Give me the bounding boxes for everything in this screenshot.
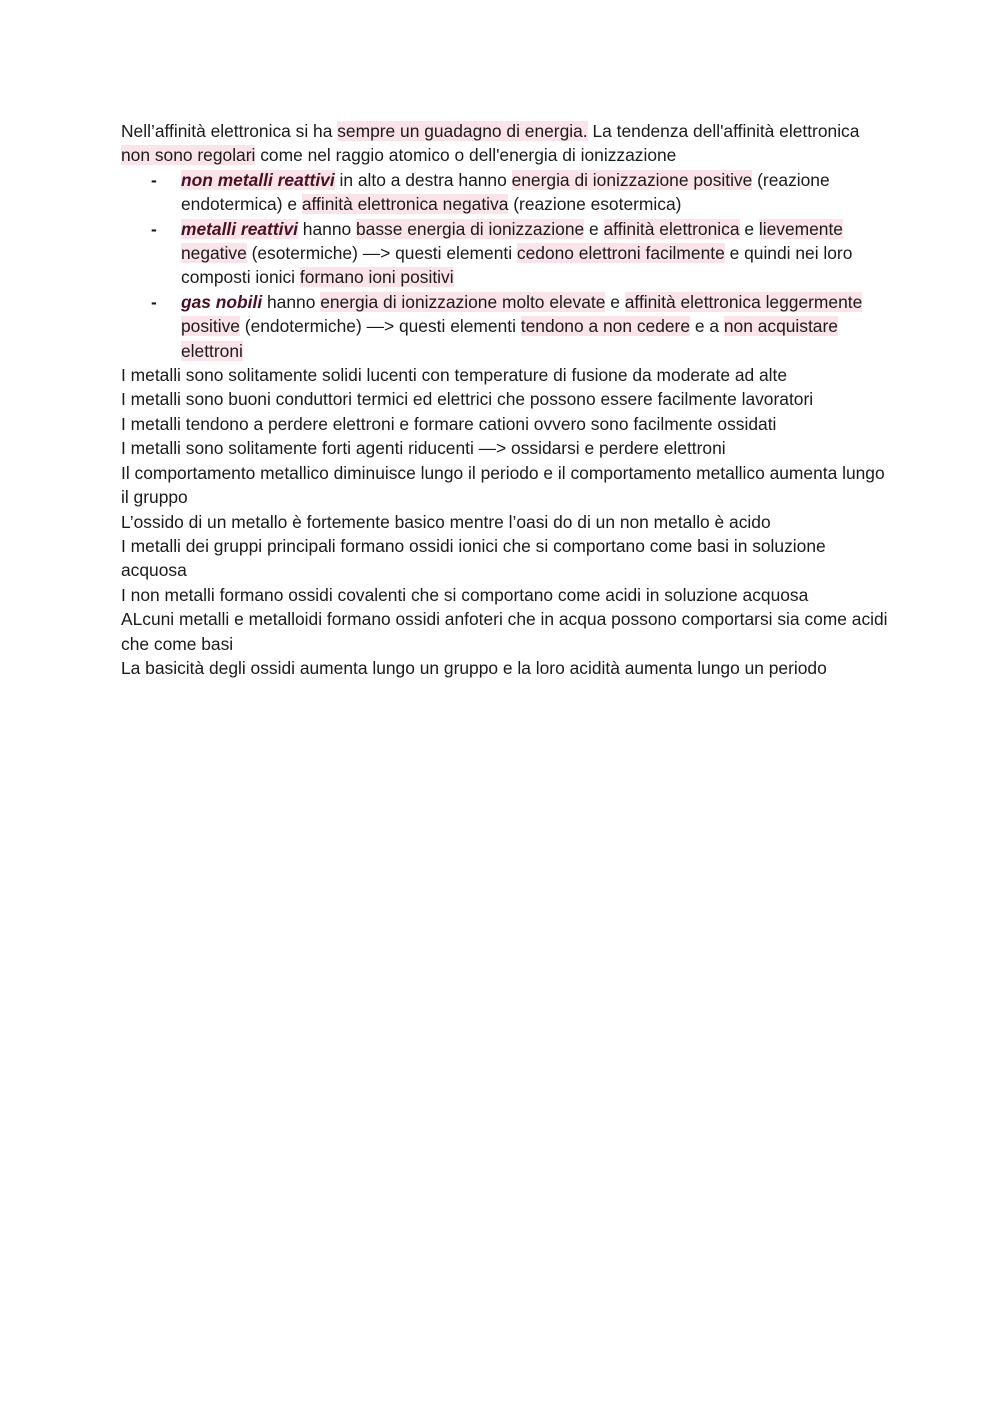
intro-text: Nell’affinità elettronica si ha xyxy=(121,121,338,141)
highlight: tendono a non cedere xyxy=(520,316,691,337)
highlight: basse energia di ionizzazione xyxy=(356,218,585,239)
paragraph: L’ossido di un metallo è fortemente basico mentre l’oasi do di un non metallo è acido xyxy=(121,511,771,532)
term: non metalli reattivi xyxy=(181,169,335,190)
bullet-text: (reazione esotermica) xyxy=(508,194,682,215)
bullet-text: hanno xyxy=(262,291,321,312)
bullet-text: e xyxy=(584,218,604,239)
bullet-text: (esotermiche) —> questi elementi xyxy=(246,243,517,264)
highlight: lievemente negative xyxy=(181,218,843,264)
paragraph: I metalli sono solitamente solidi lucenti con temperature di fusione da moderate ad alte xyxy=(121,365,788,386)
paragraph: I metalli sono solitamente forti agenti riducenti —> ossidarsi e perdere elettroni xyxy=(121,438,726,459)
intro-paragraph xyxy=(121,119,891,168)
paragraph: I metalli tendono a perdere elettroni e formare cationi ovvero sono facilmente ossidati xyxy=(121,413,777,434)
paragraph: I metalli sono buoni conduttori termici ed elettrici che possono essere facilmente lavoratori xyxy=(121,389,814,410)
bullet-text: e a xyxy=(690,316,724,337)
bullet-text: e xyxy=(605,291,625,312)
bullet-text: e xyxy=(739,218,759,239)
highlight: affinità elettronica leggermente positive xyxy=(181,291,863,337)
bullet-text: e quindi nei loro composti ionici xyxy=(181,243,853,288)
highlight: affinità elettronica negativa xyxy=(301,194,509,215)
highlight: energia di ionizzazione positive xyxy=(511,169,753,190)
highlight: energia di ionizzazione molto elevate xyxy=(320,291,606,312)
bullet-item-non-metalli xyxy=(181,168,891,217)
highlight: non acquistare elettroni xyxy=(181,316,838,361)
bullet-text: (reazione endotermica) e xyxy=(181,169,830,215)
paragraph: La basicità degli ossidi aumenta lungo un gruppo e la loro acidità aumenta lungo un periodo xyxy=(121,657,827,678)
paragraph: I metalli dei gruppi principali formano ossidi ionici che si comportano come basi in soluzione acquosa xyxy=(121,535,826,581)
bullet-item-gas-nobili xyxy=(181,290,891,363)
highlight: non sono regolari xyxy=(121,145,256,166)
intro-text: La tendenza dell'affinità elettronica xyxy=(587,121,860,141)
term: metalli reattivi xyxy=(181,218,298,239)
intro-text: come nel raggio atomico o dell'energia di ionizzazione xyxy=(255,145,677,166)
paragraph: I non metalli formano ossidi covalenti che si comportano come acidi in soluzione acquosa xyxy=(121,584,809,605)
bullet-text: (endotermiche) —> questi elementi xyxy=(239,316,521,337)
paragraph: Il comportamento metallico diminuisce lungo il periodo e il comportamento metallico aumenta lungo il gruppo xyxy=(121,462,885,508)
bullet-list xyxy=(121,168,891,363)
highlight: sempre un guadagno di energia. xyxy=(337,121,588,141)
bullet-item-metalli xyxy=(181,217,891,290)
highlight: cedono elettroni facilmente xyxy=(516,243,725,264)
highlight: affinità elettronica xyxy=(603,218,740,239)
paragraph: ALcuni metalli e metalloidi formano ossidi anfoteri che in acqua possono comportarsi sia come acidi che come basi xyxy=(121,609,888,654)
bullet-text: in alto a destra hanno xyxy=(334,169,512,190)
bullet-text: hanno xyxy=(297,218,356,239)
highlight: formano ioni positivi xyxy=(299,267,454,288)
term: gas nobili xyxy=(181,291,263,312)
document-page xyxy=(121,119,891,680)
